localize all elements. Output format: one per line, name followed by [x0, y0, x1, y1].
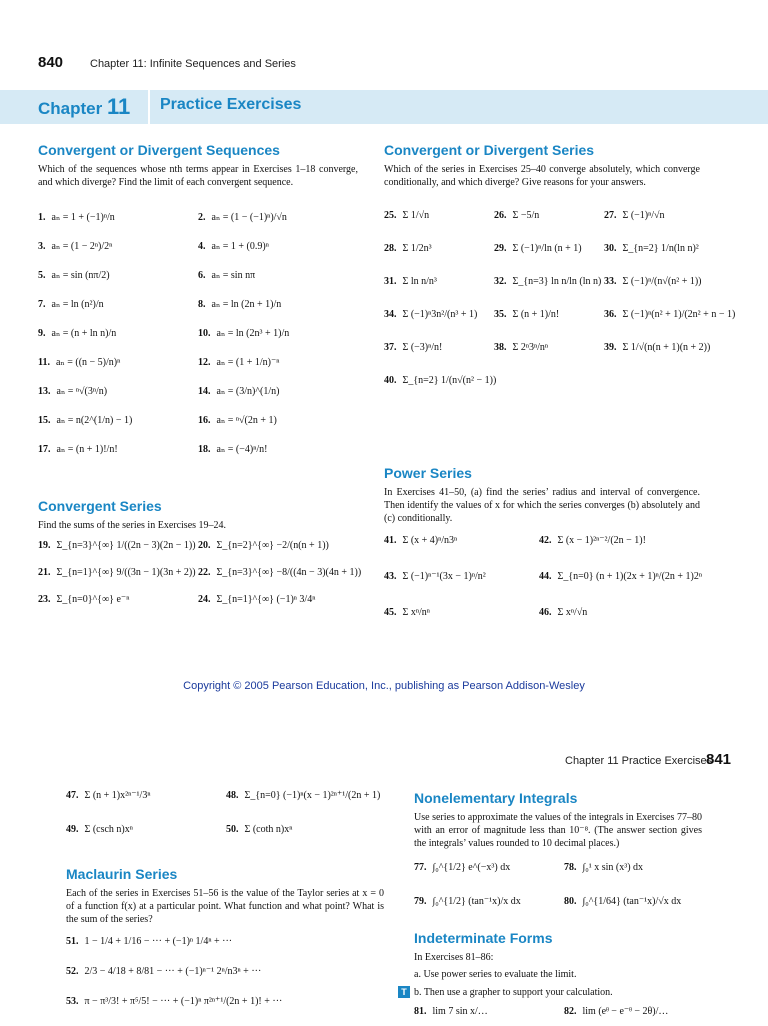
exercise-formula: Σ_{n=1}^{∞} 9/((3n − 1)(3n + 2)) [56, 567, 196, 578]
exercise-number: 6. [198, 270, 206, 281]
exercise-item [66, 966, 261, 977]
exercise-item [198, 386, 279, 397]
exercise-number: 45. [384, 607, 397, 618]
exercise-item [198, 594, 315, 605]
exercise-number: 20. [198, 540, 211, 551]
page-number: 840 [38, 54, 64, 71]
exercise-item [494, 276, 601, 287]
exercise-number: 15. [38, 415, 51, 426]
exercise-formula: aₙ = (n + ln n)/n [51, 328, 117, 339]
chapter-word: Chapter [38, 99, 103, 118]
exercise-item [384, 375, 496, 386]
exercise-item [38, 540, 196, 551]
exercise-formula: lim (eᶿ − e⁻ᶿ − 2θ)/… [582, 1006, 669, 1017]
exercise-formula: aₙ = sin (nπ/2) [51, 270, 110, 281]
exercise-item [198, 270, 255, 281]
exercise-formula: aₙ = (1 − 2ⁿ)/2ⁿ [51, 241, 113, 252]
section-intro-series: Which of the series in Exercises 25–40 converge absolutely, which converge conditionally, and which diverge? Give reasons for your answers. [384, 164, 700, 188]
exercise-formula: Σ (−3)ⁿ/n! [402, 342, 443, 353]
exercise-number: 38. [494, 342, 507, 353]
exercise-item [38, 270, 110, 281]
exercise-item [414, 862, 510, 873]
banner-title: Practice Exercises [160, 96, 302, 113]
exercise-number: 3. [38, 241, 46, 252]
exercise-number: 7. [38, 299, 46, 310]
instruction-b: b. Then use a grapher to support your calculation. [414, 987, 613, 998]
exercise-item [38, 444, 118, 455]
exercise-formula: Σ_{n=2} 1/(n√(n² − 1)) [402, 375, 497, 386]
exercise-item [494, 243, 582, 254]
exercise-number: 52. [66, 966, 79, 977]
exercise-item [384, 309, 477, 320]
exercise-item [38, 299, 104, 310]
exercise-item [226, 824, 292, 835]
section-intro-maclaurin: Each of the series in Exercises 51–56 is the value of the Taylor series at x = 0 of a function f(x) at a particular point. What function and what point? What is the sum of the series? [66, 888, 384, 925]
exercise-item [384, 535, 457, 546]
exercise-number: 22. [198, 567, 211, 578]
exercise-number: 21. [38, 567, 51, 578]
exercise-item [384, 243, 432, 254]
exercise-number: 33. [604, 276, 617, 287]
exercise-formula: Σ 2ⁿ3ⁿ/nⁿ [512, 342, 549, 353]
exercise-formula: aₙ = ln (n²)/n [51, 299, 104, 310]
exercise-number: 13. [38, 386, 51, 397]
exercise-item [539, 535, 646, 546]
exercise-item [198, 444, 267, 455]
exercise-formula: Σ_{n=2} 1/n(ln n)² [622, 243, 699, 254]
exercise-formula: Σ (n + 1)x²ⁿ⁻¹/3ⁿ [84, 790, 151, 801]
exercise-item [66, 790, 150, 801]
exercise-formula: aₙ = ⁿ√(2n + 1) [216, 415, 277, 426]
exercise-item [494, 309, 559, 320]
chapter-label [38, 94, 130, 120]
exercise-formula: Σ (csch n)xⁿ [84, 824, 133, 835]
series-exercises [384, 210, 736, 408]
exercise-item [226, 790, 380, 801]
chapter-number: 11 [106, 94, 131, 119]
section-heading-series: Convergent or Divergent Series [384, 142, 595, 158]
exercise-formula: Σ (−1)ⁿ/(n√(n² + 1)) [622, 276, 702, 287]
exercise-formula: aₙ = n(2^(1/n) − 1) [56, 415, 133, 426]
exercise-number: 30. [604, 243, 617, 254]
exercise-formula: Σ_{n=3}^{∞} 1/((2n − 3)(2n − 1)) [56, 540, 196, 551]
exercise-number: 44. [539, 571, 552, 582]
exercise-formula: aₙ = (1 − (−1)ⁿ)/√n [211, 212, 287, 223]
exercise-item [539, 571, 702, 582]
exercise-number: 1. [38, 212, 46, 223]
exercise-item [198, 357, 279, 368]
exercise-number: 46. [539, 607, 552, 618]
exercise-item [38, 357, 120, 368]
exercise-formula: Σ_{n=0} (−1)ⁿ(x − 1)²ⁿ⁺¹/(2n + 1) [244, 790, 381, 801]
section-intro-indeterminate: In Exercises 81–86: [414, 952, 494, 963]
exercise-item [198, 540, 329, 551]
exercise-formula: aₙ = ((n − 5)/n)ⁿ [55, 357, 121, 368]
technology-badge-icon: T [398, 986, 410, 998]
exercise-formula: Σ (x − 1)²ⁿ⁻²/(2n − 1)! [557, 535, 646, 546]
section-intro-nonelementary: Use series to approximate the values of the integrals in Exercises 77–80 with an error of magnitude less than 10⁻⁸. (The answer section gives the integrals’ values rounded to 10 decimal places.) [414, 812, 702, 849]
exercise-number: 29. [494, 243, 507, 254]
exercise-number: 26. [494, 210, 507, 221]
exercise-formula: Σ 1/2n³ [402, 243, 432, 254]
exercise-formula: Σ_{n=3}^{∞} −8/((4n − 3)(4n + 1)) [216, 567, 362, 578]
exercise-formula: aₙ = ln (2n³ + 1)/n [216, 328, 290, 339]
section-heading-indeterminate: Indeterminate Forms [414, 930, 553, 946]
banner-divider [148, 90, 150, 124]
section-heading-sequences: Convergent or Divergent Sequences [38, 142, 280, 158]
exercise-item [66, 996, 282, 1007]
exercise-formula: Σ (−1)ⁿ3n²/(n³ + 1) [402, 309, 478, 320]
exercise-item [198, 328, 289, 339]
exercise-item [198, 567, 361, 578]
exercise-item [198, 241, 269, 252]
instruction-a: a. Use power series to evaluate the limit. [414, 969, 577, 980]
exercise-number: 25. [384, 210, 397, 221]
exercise-formula: Σ xⁿ/√n [557, 607, 588, 618]
exercise-formula: 1 − 1/4 + 1/16 − ··· + (−1)ⁿ 1/4ⁿ + ··· [84, 936, 233, 947]
exercise-item [604, 342, 710, 353]
exercise-number: 2. [198, 212, 206, 223]
exercise-item [198, 415, 277, 426]
exercise-number: 39. [604, 342, 617, 353]
exercise-formula: aₙ = sin nπ [211, 270, 256, 281]
exercise-number: 34. [384, 309, 397, 320]
exercise-number: 35. [494, 309, 507, 320]
chapter-banner [0, 90, 768, 124]
exercise-number: 27. [604, 210, 617, 221]
exercise-item [604, 309, 735, 320]
exercise-formula: Σ (−1)ⁿ/√n [622, 210, 665, 221]
exercise-formula: Σ_{n=1}^{∞} (−1)ⁿ 3/4ⁿ [216, 594, 316, 605]
exercise-formula: Σ ln n/n³ [402, 276, 437, 287]
exercise-formula: ∫₀^{1/2} e^(−x³) dx [432, 862, 511, 873]
exercise-item [494, 210, 539, 221]
exercise-number: 8. [198, 299, 206, 310]
running-head-2: Chapter 11 Practice Exercises [565, 755, 713, 767]
exercise-number: 42. [539, 535, 552, 546]
exercise-number: 14. [198, 386, 211, 397]
exercise-item [38, 386, 107, 397]
exercise-formula: ∫₀¹ x sin (x³) dx [582, 862, 644, 873]
exercise-item [384, 276, 437, 287]
exercise-number: 31. [384, 276, 397, 287]
exercise-number: 47. [66, 790, 79, 801]
exercise-item [66, 936, 232, 947]
exercise-number: 28. [384, 243, 397, 254]
exercise-item [414, 896, 521, 907]
exercise-number: 43. [384, 571, 397, 582]
section-intro-power-series: In Exercises 41–50, (a) find the series’ radius and interval of convergence. Then identify the values of x for which the series converges (b) absolutely and (c) conditionally. [384, 487, 700, 524]
power-series-exercises-continued [66, 790, 396, 858]
exercise-item [494, 342, 548, 353]
exercise-formula: aₙ = (n + 1)!/n! [56, 444, 118, 455]
exercise-number: 23. [38, 594, 51, 605]
exercise-item [384, 210, 429, 221]
exercise-item [384, 342, 442, 353]
exercise-formula: Σ (−1)ⁿ⁻¹(3x − 1)ⁿ/n² [402, 571, 486, 582]
exercise-item [604, 243, 699, 254]
exercise-item [564, 1006, 668, 1017]
exercise-number: 4. [198, 241, 206, 252]
exercise-item [38, 212, 115, 223]
exercise-item [564, 862, 643, 873]
exercise-number: 11. [38, 357, 50, 368]
exercise-number: 77. [414, 862, 427, 873]
section-heading-power-series: Power Series [384, 465, 472, 481]
exercise-number: 37. [384, 342, 397, 353]
instruction-b-row [398, 986, 702, 999]
exercise-formula: π − π³/3! + π⁵/5! − ··· + (−1)ⁿ π²ⁿ⁺¹/(2n + 1)! + ··· [84, 996, 283, 1007]
exercise-number: 81. [414, 1006, 427, 1017]
exercise-item [384, 607, 430, 618]
running-head: Chapter 11: Infinite Sequences and Series [90, 58, 296, 70]
exercise-number: 5. [38, 270, 46, 281]
exercise-formula: Σ (x + 4)ⁿ/n3ⁿ [402, 535, 458, 546]
exercise-formula: ∫₀^{1/2} (tan⁻¹x)/x dx [432, 896, 521, 907]
exercise-number: 24. [198, 594, 211, 605]
nonelementary-exercises [414, 862, 714, 930]
exercise-formula: aₙ = (1 + 1/n)⁻ⁿ [216, 357, 280, 368]
exercise-number: 40. [384, 375, 397, 386]
section-intro-sequences: Which of the sequences whose nth terms appear in Exercises 1–18 converge, and which diverge? Find the limit of each convergent sequence. [38, 164, 358, 188]
exercise-number: 53. [66, 996, 79, 1007]
exercise-number: 9. [38, 328, 46, 339]
exercise-formula: aₙ = (−4)ⁿ/n! [216, 444, 268, 455]
exercise-formula: Σ (coth n)xⁿ [244, 824, 293, 835]
exercise-item [564, 896, 681, 907]
section-heading-convergent-series: Convergent Series [38, 498, 162, 514]
exercise-number: 51. [66, 936, 79, 947]
exercise-formula: Σ_{n=2}^{∞} −2/(n(n + 1)) [216, 540, 329, 551]
exercise-formula: aₙ = ⁿ√(3ⁿ/n) [56, 386, 108, 397]
power-series-exercises [384, 535, 714, 643]
exercise-number: 32. [494, 276, 507, 287]
exercise-number: 49. [66, 824, 79, 835]
exercise-formula: Σ_{n=0}^{∞} e⁻ⁿ [56, 594, 130, 605]
exercise-formula: 2/3 − 4/18 + 8/81 − ··· + (−1)ⁿ⁻¹ 2ⁿ/n3ⁿ + ··· [84, 966, 262, 977]
exercise-item [38, 415, 132, 426]
page-number-2: 841 [706, 751, 732, 768]
section-heading-nonelementary: Nonelementary Integrals [414, 790, 578, 806]
exercise-formula: Σ_{n=3} ln n/ln (ln n) [512, 276, 602, 287]
exercise-number: 82. [564, 1006, 577, 1017]
exercise-formula: Σ_{n=0} (n + 1)(2x + 1)ⁿ/(2n + 1)2ⁿ [557, 571, 703, 582]
exercise-number: 80. [564, 896, 577, 907]
exercise-item [414, 1006, 488, 1017]
exercise-item [66, 824, 133, 835]
section-intro-convergent-series: Find the sums of the series in Exercises 19–24. [38, 520, 227, 531]
exercise-formula: Σ (−1)ⁿ(n² + 1)/(2n² + n − 1) [622, 309, 736, 320]
exercise-item [604, 210, 665, 221]
exercise-formula: ∫₀^{1/64} (tan⁻¹x)/√x dx [582, 896, 682, 907]
exercise-number: 16. [198, 415, 211, 426]
maclaurin-exercises [66, 936, 396, 1026]
exercise-formula: Σ 1/√(n(n + 1)(n + 2)) [622, 342, 711, 353]
sequence-exercises [38, 212, 368, 473]
exercise-item [539, 607, 587, 618]
exercise-formula: Σ (−1)ⁿ/ln (n + 1) [512, 243, 582, 254]
exercise-number: 50. [226, 824, 239, 835]
exercise-item [38, 567, 196, 578]
convergent-series-exercises [38, 540, 368, 621]
exercise-item [198, 212, 287, 223]
exercise-item [198, 299, 281, 310]
exercise-number: 19. [38, 540, 51, 551]
exercise-formula: aₙ = 1 + (0.9)ⁿ [211, 241, 269, 252]
exercise-number: 41. [384, 535, 397, 546]
exercise-formula: aₙ = ln (2n + 1)/n [211, 299, 282, 310]
exercise-formula: aₙ = (3/n)^(1/n) [216, 386, 280, 397]
exercise-item [38, 241, 112, 252]
exercise-item [38, 328, 116, 339]
exercise-formula: Σ −5/n [512, 210, 540, 221]
exercise-item [38, 594, 129, 605]
exercise-formula: Σ xⁿ/nⁿ [402, 607, 430, 618]
section-heading-maclaurin: Maclaurin Series [66, 866, 178, 882]
exercise-number: 78. [564, 862, 577, 873]
exercise-number: 12. [198, 357, 211, 368]
exercise-number: 48. [226, 790, 239, 801]
exercise-number: 79. [414, 896, 427, 907]
exercise-formula: lim 7 sin x/… [432, 1006, 488, 1017]
exercise-formula: Σ 1/√n [402, 210, 430, 221]
exercise-number: 10. [198, 328, 211, 339]
exercise-formula: Σ (n + 1)/n! [512, 309, 560, 320]
exercise-item [604, 276, 702, 287]
indeterminate-exercises [414, 1006, 714, 1020]
exercise-number: 36. [604, 309, 617, 320]
exercise-formula: aₙ = 1 + (−1)ⁿ/n [51, 212, 115, 223]
exercise-item [384, 571, 486, 582]
exercise-number: 17. [38, 444, 51, 455]
copyright-line: Copyright © 2005 Pearson Education, Inc., publishing as Pearson Addison-Wesley [183, 680, 585, 692]
exercise-number: 18. [198, 444, 211, 455]
